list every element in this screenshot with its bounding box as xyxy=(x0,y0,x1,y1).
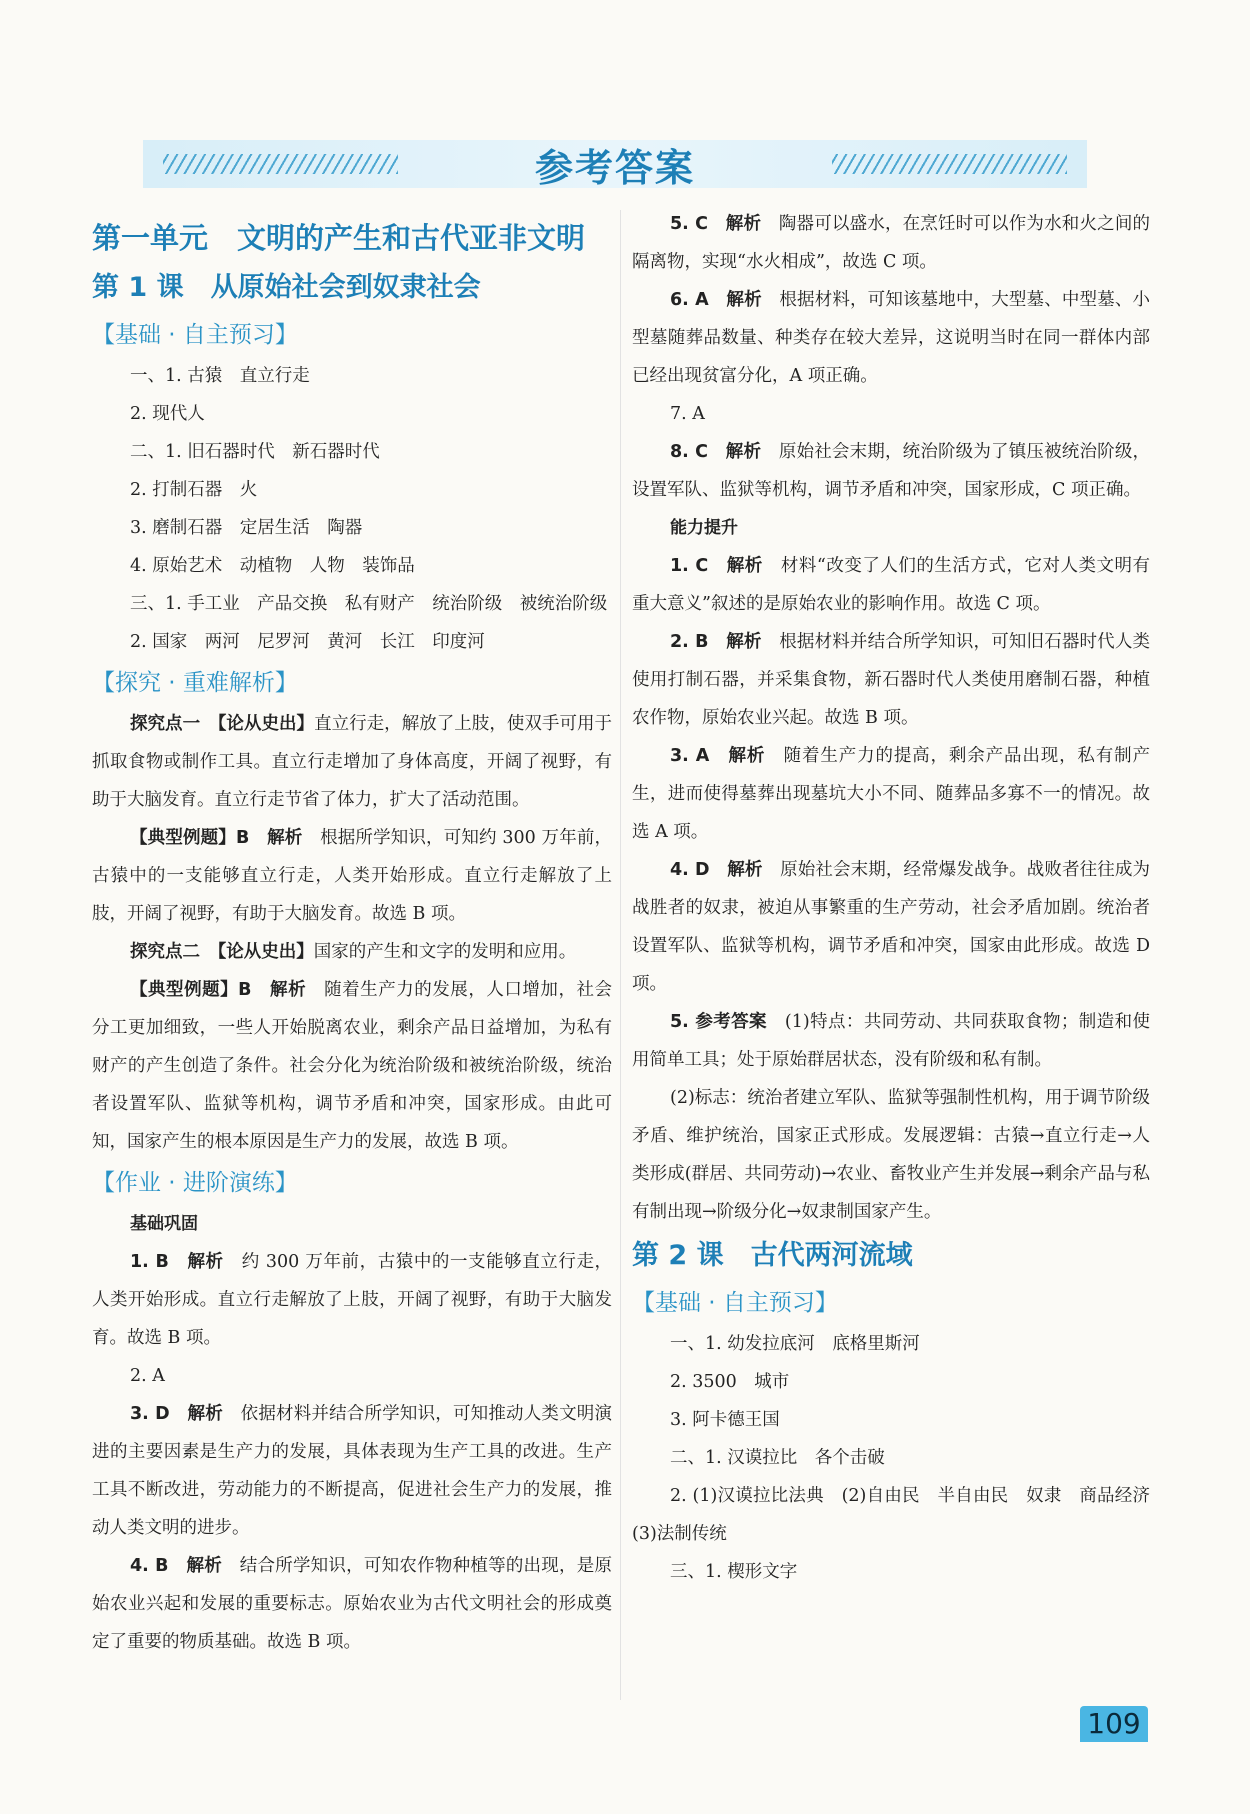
answer-item xyxy=(632,1003,1150,1079)
explore-label: 探究点一 【论从史出】 xyxy=(130,714,315,734)
answer-label: 3. D 解析 xyxy=(130,1404,223,1424)
answer-label: 5. 参考答案 xyxy=(670,1012,767,1032)
answer-text: 依据材料并结合所学知识，可知推动人类文明演进的主要因素是生产力的发展，具体表现为生产工具的改进。生产工具不断改进，劳动能力的不断提高，促进社会生产力的发展，推动人类文明的进步。 xyxy=(92,1404,613,1538)
answer-text: (1)特点：共同劳动、共同获取食物；制造和使用简单工具；处于原始群居状态，没有阶级和私有制。 xyxy=(632,1012,1151,1070)
example-1 xyxy=(92,819,612,933)
explore-point-1 xyxy=(92,705,612,819)
example-text: 随着生产力的发展，人口增加，社会分工更加细致，一些人开始脱离农业，剩余产品日益增加，为私有财产的产生创造了条件。社会分化为统治阶级和被统治阶级，统治者设置军队、监狱等机构，调节矛盾和冲突，国家形成。由此可知，国家产生的根本原因是生产力的发展，故选 B 项。 xyxy=(92,980,613,1152)
preview-line: 2. 国家 两河 尼罗河 黄河 长江 印度河 xyxy=(130,632,485,652)
answer-text: 原始社会末期，经常爆发战争。战败者往往成为战胜者的奴隶，被迫从事繁重的生产劳动，社会矛盾加剧。统治者设置军队、监狱等机构，调节矛盾和冲突，国家由此形成。故选 D 项。 xyxy=(632,860,1150,994)
answer-item xyxy=(92,1395,612,1547)
section-explore: 【探究 · 重难解析】 xyxy=(92,670,298,696)
page-title: 参考答案 xyxy=(534,145,695,190)
answer-label: 6. A 解析 xyxy=(670,290,762,310)
example-2 xyxy=(92,971,612,1161)
example-label: 【典型例题】B 解析 xyxy=(130,828,303,848)
lesson-2-title: 第 2 课 古代两河流域 xyxy=(632,1240,913,1271)
explore-point-2 xyxy=(92,933,612,971)
answer-text: 随着生产力的提高，剩余产品出现，私有制产生，进而使得墓葬出现墓坑大小不同、随葬品多寡不一的情况。故选 A 项。 xyxy=(632,746,1151,842)
lesson-1-title: 第 1 课 从原始社会到奴隶社会 xyxy=(92,272,481,303)
answer-item xyxy=(632,851,1150,1003)
banner-hatch-right xyxy=(832,154,1067,174)
right-column xyxy=(632,205,1168,1591)
explore-text: 国家的产生和文字的发明和应用。 xyxy=(313,942,577,962)
answer-label: 4. B 解析 xyxy=(130,1556,222,1576)
answer-item: 7. A xyxy=(670,404,705,424)
answer-text: 结合所学知识，可知农作物种植等的出现，是原始农业兴起和发展的重要标志。原始农业为古代文明社会的形成奠定了重要的物质基础。故选 B 项。 xyxy=(92,1556,613,1652)
answer-item xyxy=(632,737,1150,851)
preview-line: 2. 现代人 xyxy=(130,404,205,424)
answer-text-continued: (2)标志：统治者建立军队、监狱等强制性机构，用于调节阶级矛盾、维护统治，国家正式形成。发展逻辑：古猿→直立行走→人类形成(群居、共同劳动)→农业、畜牧业产生并发展→剩余产品与私有制出现→阶级分化→奴隶制国家产生。 xyxy=(632,1088,1150,1222)
answer-item xyxy=(632,433,1150,509)
preview-line: 二、1. 汉谟拉比 各个击破 xyxy=(670,1448,885,1468)
answer-item xyxy=(632,205,1150,281)
answer-text: 原始社会末期，统治阶级为了镇压被统治阶级，设置军队、监狱等机构，调节矛盾和冲突，国家形成，C 项正确。 xyxy=(632,442,1150,500)
answer-text: 材料“改变了人们的生活方式，它对人类文明有重大意义”叙述的是原始农业的影响作用。故选 C 项。 xyxy=(632,556,1151,614)
answer-text: 陶器可以盛水，在烹饪时可以作为水和火之间的隔离物，实现“水火相成”，故选 C 项。 xyxy=(632,214,1150,272)
column-divider xyxy=(620,210,621,1700)
preview-line: 一、1. 幼发拉底河 底格里斯河 xyxy=(670,1334,920,1354)
example-label: 【典型例题】B 解析 xyxy=(130,980,307,1000)
answer-text: 根据材料，可知该墓地中，大型墓、中型墓、小型墓随葬品数量、种类存在较大差异，这说明当时在同一群体内部已经出现贫富分化，A 项正确。 xyxy=(632,290,1151,386)
section-homework: 【作业 · 进阶演练】 xyxy=(92,1170,298,1196)
answer-item xyxy=(632,547,1150,623)
answer-label: 5. C 解析 xyxy=(670,214,762,234)
unit-title: 第一单元 文明的产生和古代亚非文明 xyxy=(92,221,586,255)
answer-item xyxy=(92,1243,612,1357)
preview-line: 三、1. 手工业 产品交换 私有财产 统治阶级 被统治阶级 xyxy=(130,594,608,614)
preview-line: 2. (1)汉谟拉比法典 (2)自由民 半自由民 奴隶 商品经济 (3)法制传统 xyxy=(632,1486,1168,1544)
preview-line: 2. 3500 城市 xyxy=(670,1372,790,1392)
answer-label: 8. C 解析 xyxy=(670,442,762,462)
answer-text: 约 300 万年前，古猿中的一支能够直立行走，人类开始形成。直立行走解放了上肢，开阔了视野，有助于大脑发育。故选 B 项。 xyxy=(92,1252,613,1348)
preview-line: 2. 打制石器 火 xyxy=(130,480,258,500)
answer-label: 4. D 解析 xyxy=(670,860,763,880)
preview-line: 3. 磨制石器 定居生活 陶器 xyxy=(130,518,363,538)
answer-text: 根据材料并结合所学知识，可知旧石器时代人类使用打制石器，并采集食物，新石器时代人类使用磨制石器，种植农作物，原始农业兴起。故选 B 项。 xyxy=(632,632,1151,728)
subsection-ability: 能力提升 xyxy=(670,518,738,538)
answer-item xyxy=(632,623,1150,737)
answer-item xyxy=(92,1547,612,1661)
answer-item: 2. A xyxy=(130,1366,165,1386)
preview-line: 3. 阿卡德王国 xyxy=(670,1410,780,1430)
answer-label: 2. B 解析 xyxy=(670,632,762,652)
banner-hatch-left xyxy=(163,154,398,174)
preview-line: 4. 原始艺术 动植物 人物 装饰品 xyxy=(130,556,415,576)
explore-label: 探究点二 【论从史出】 xyxy=(130,942,314,962)
page-number: 109 xyxy=(1080,1706,1148,1742)
section-preview-2: 【基础 · 自主预习】 xyxy=(632,1290,838,1316)
example-text: 根据所学知识，可知约 300 万年前，古猿中的一支能够直立行走，人类开始形成。直立行走解放了上肢，开阔了视野，有助于大脑发育。故选 B 项。 xyxy=(92,828,613,924)
preview-line: 三、1. 楔形文字 xyxy=(670,1562,798,1582)
preview-line: 一、1. 古猿 直立行走 xyxy=(130,366,310,386)
answer-item xyxy=(632,281,1150,395)
preview-line: 二、1. 旧石器时代 新石器时代 xyxy=(130,442,380,462)
subsection-basic: 基础巩固 xyxy=(130,1214,198,1234)
answer-label: 1. B 解析 xyxy=(130,1252,224,1272)
answer-banner xyxy=(143,140,1087,188)
answer-label: 1. C 解析 xyxy=(670,556,763,576)
left-column xyxy=(92,213,612,1661)
explore-text: 直立行走，解放了上肢，使双手可用于抓取食物或制作工具。直立行走增加了身体高度，开阔了视野，有助于大脑发育。直立行走节省了体力，扩大了活动范围。 xyxy=(92,714,613,810)
answer-label: 3. A 解析 xyxy=(670,746,766,766)
section-preview: 【基础 · 自主预习】 xyxy=(92,322,298,348)
